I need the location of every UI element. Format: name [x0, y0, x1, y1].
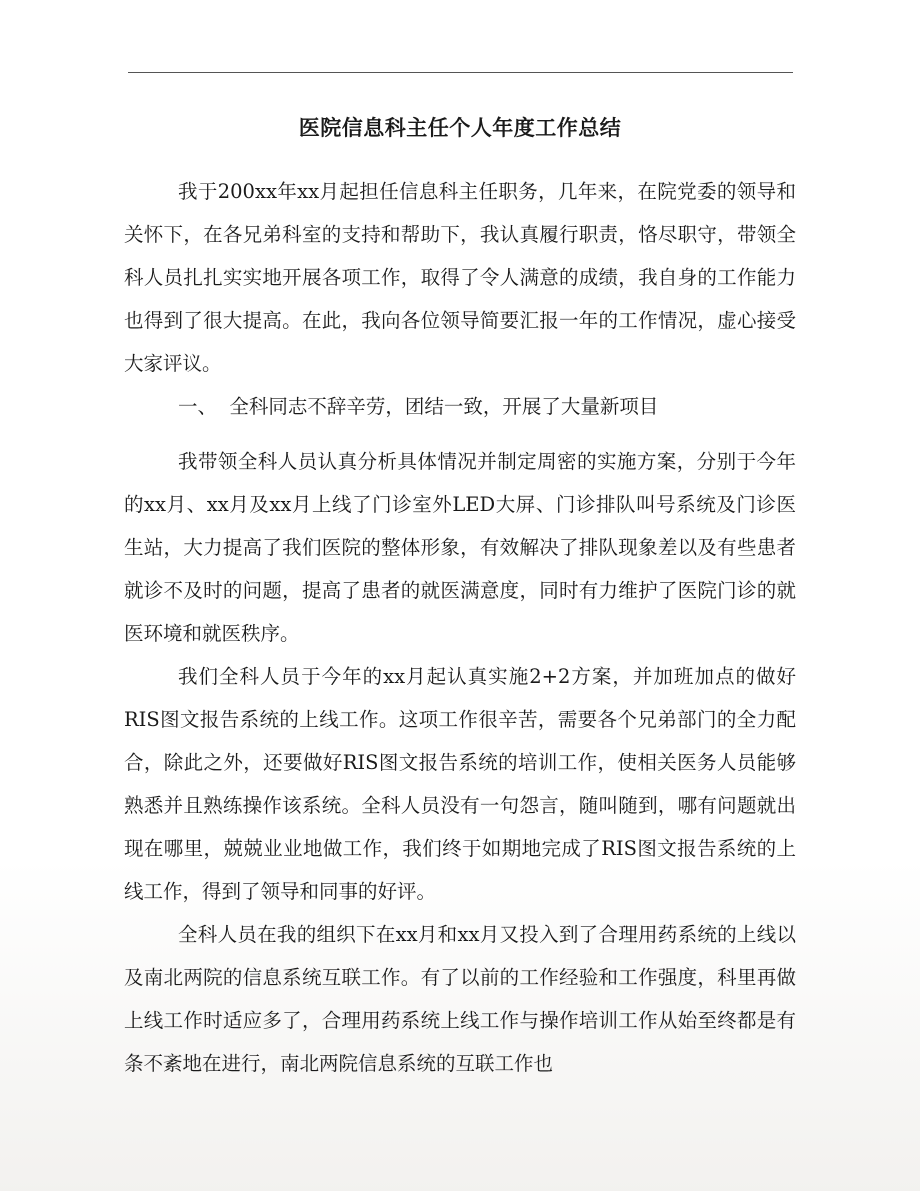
paragraph-intro: 我于200xx年xx月起担任信息科主任职务，几年来，在院党委的领导和关怀下，在各兄弟科室的支持和帮助下，我认真履行职责，恪尽职守，带领全科人员扎扎实实地开展各项工作，取得了令人满意的成绩，我自身的工作能力也得到了很大提高。在此，我向各位领导简要汇报一年的工作情况，虚心接受大家评议。 [124, 180, 796, 375]
paragraph-ris-system: 我们全科人员于今年的xx月起认真实施2+2方案，并加班加点的做好RIS图文报告系统的上线工作。这项工作很辛苦，需要各个兄弟部门的全力配合，除此之外，还要做好RIS图文报告系统的培训工作，使相关医务人员能够熟悉并且熟练操作该系统。全科人员没有一句怨言，随叫随到，哪有问题就出现在哪里，兢兢业业地做工作，我们终于如期地完成了RIS图文报告系统的上线工作，得到了领导和同事的好评。 [124, 665, 796, 903]
section-heading-1: 一、 全科同志不辞辛劳，团结一致，开展了大量新项目 [178, 395, 659, 418]
paragraph-rational-drug-system: 全科人员在我的组织下在xx月和xx月又投入到了合理用药系统的上线以及南北两院的信息系统互联工作。有了以前的工作经验和工作强度，科里再做上线工作时适应多了，合理用药系统上线工作与操作培训工作从始至终都是有条不紊地在进行，南北两院信息系统的互联工作也 [124, 923, 796, 1075]
paragraph-led-project: 我带领全科人员认真分析具体情况并制定周密的实施方案，分别于今年的xx月、xx月及xx月上线了门诊室外LED大屏、门诊排队叫号系统及门诊医生站，大力提高了我们医院的整体形象，有效解决了排队现象差以及有些患者就诊不及时的问题，提高了患者的就医满意度，同时有力维护了医院门诊的就医环境和就医秩序。 [124, 450, 796, 645]
document-title: 医院信息科主任个人年度工作总结 [298, 115, 622, 140]
header-rule [128, 72, 793, 73]
